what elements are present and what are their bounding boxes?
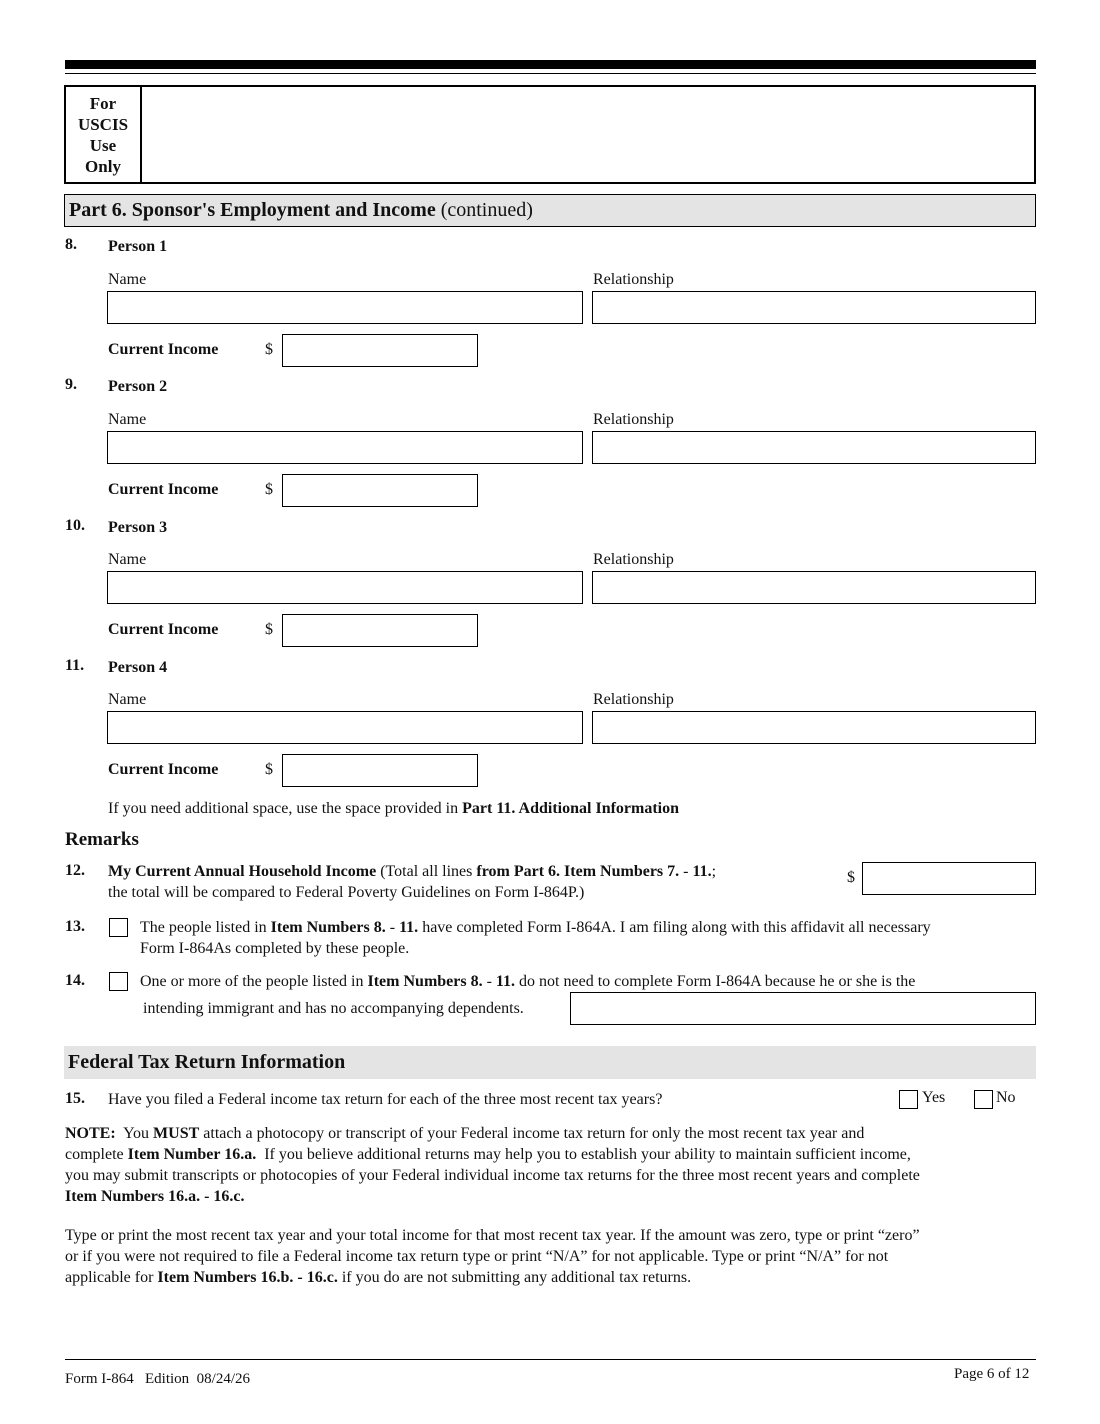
current-income-label: Current Income — [108, 341, 219, 358]
item13-line2: Form I-864As completed by these people. — [140, 940, 410, 957]
no-label: No — [996, 1089, 1016, 1106]
instructions-line: if you do are not submitting any additional tax returns. — [337, 1269, 692, 1286]
person4-relationship-field[interactable] — [592, 711, 1036, 744]
uscis-use-only-box — [64, 85, 1036, 184]
dollar-sign: $ — [265, 341, 273, 358]
person2-name-field[interactable] — [107, 431, 583, 464]
current-income-label: Current Income — [108, 621, 219, 638]
item14-checkbox[interactable] — [109, 972, 128, 991]
relationship-label: Relationship — [593, 551, 674, 568]
person1-income-field[interactable] — [282, 334, 478, 367]
item12-text3: ; — [711, 863, 717, 880]
federal-tax-section-header: Federal Tax Return Information — [64, 1046, 1036, 1079]
item-number: 15. — [65, 1090, 85, 1107]
yes-label: Yes — [922, 1089, 946, 1106]
person3-relationship-field[interactable] — [592, 571, 1036, 604]
item13-text — [140, 917, 1040, 959]
name-label: Name — [108, 271, 147, 288]
item13-ref2: 11. — [399, 919, 419, 936]
note-text: You — [115, 1125, 154, 1142]
note-paragraph — [65, 1123, 1040, 1207]
current-income-label: Current Income — [108, 481, 219, 498]
uscis-label-line: USCIS — [77, 114, 129, 134]
item-number: 9. — [65, 376, 77, 393]
person2-income-field[interactable] — [282, 474, 478, 507]
relationship-label: Relationship — [593, 411, 674, 428]
item13-checkbox[interactable] — [109, 918, 128, 937]
note-item-ref: Item Number 16.a. — [127, 1146, 257, 1163]
person2-relationship-field[interactable] — [592, 431, 1036, 464]
additional-space-part-ref: Part 11. Additional Information — [462, 800, 680, 817]
item15-no-checkbox[interactable] — [974, 1090, 993, 1109]
note-text: complete — [65, 1146, 128, 1163]
item13-text3: have completed Form I-864A. I am filing along with this affidavit all necessary — [418, 919, 931, 936]
item12-text — [108, 861, 838, 903]
item-number: 10. — [65, 517, 85, 534]
additional-space-note — [108, 798, 679, 819]
person-title: Person 3 — [108, 519, 168, 536]
top-thin-rule — [65, 73, 1036, 74]
household-income-field[interactable] — [862, 862, 1036, 895]
top-thick-rule — [65, 60, 1036, 69]
item14-text3: do not need to complete Form I-864A because he or she is the — [515, 973, 916, 990]
uscis-label-line: For — [89, 93, 117, 113]
item-number: 8. — [65, 236, 77, 253]
item-number: 11. — [65, 657, 85, 674]
uscis-use-only-label — [66, 87, 142, 182]
relationship-label: Relationship — [593, 271, 674, 288]
item12-ref1: from Part 6. Item Numbers 7. — [476, 863, 680, 880]
item14-ref2: 11. — [495, 973, 516, 990]
item13-text2: - — [385, 919, 400, 936]
person1-name-field[interactable] — [107, 291, 583, 324]
person4-income-field[interactable] — [282, 754, 478, 787]
item-number: 12. — [65, 862, 85, 879]
person1-relationship-field[interactable] — [592, 291, 1036, 324]
instructions-paragraph — [65, 1225, 1040, 1288]
name-label: Name — [108, 411, 147, 428]
item12-ref2: 11. — [692, 863, 712, 880]
item14-line2: intending immigrant and has no accompanying dependents. — [143, 1000, 524, 1017]
instructions-line: applicable for — [65, 1269, 158, 1286]
item-number: 13. — [65, 918, 85, 935]
footer-rule — [65, 1359, 1036, 1360]
instructions-item-ref: Item Numbers 16.b. - 16.c. — [157, 1269, 338, 1286]
uscis-label-line: Only — [85, 156, 121, 176]
note-text: you may submit transcripts or photocopies of your Federal individual income tax returns for the three most recent years and complete — [65, 1167, 920, 1184]
item-number: 14. — [65, 972, 85, 989]
name-label: Name — [108, 551, 147, 568]
item14-text — [140, 971, 1040, 992]
note-text: attach a photocopy or transcript of your Federal income tax return for only the most recent tax year and — [199, 1125, 865, 1142]
item14-text2: - — [482, 973, 496, 990]
item12-line2: the total will be compared to Federal Poverty Guidelines on Form I-864P.) — [108, 884, 585, 901]
person4-name-field[interactable] — [107, 711, 583, 744]
remarks-heading: Remarks — [65, 829, 139, 850]
part6-section-header — [64, 194, 1036, 227]
uscis-label-line: Use — [89, 135, 117, 155]
item13-text1: The people listed in — [140, 919, 271, 936]
instructions-line: Type or print the most recent tax year and your total income for that most recent tax year. If the amount was zero, type or print “zero” — [65, 1227, 920, 1244]
additional-space-text: If you need additional space, use the space provided in — [108, 800, 463, 817]
current-income-label: Current Income — [108, 761, 219, 778]
item15-yes-checkbox[interactable] — [899, 1090, 918, 1109]
note-item-ref: Item Numbers 16.a. - 16.c. — [65, 1188, 245, 1205]
instructions-line: or if you were not required to file a Federal income tax return type or print “N/A” for not applicable. Type or print “N/A” for not — [65, 1248, 889, 1265]
person3-income-field[interactable] — [282, 614, 478, 647]
dollar-sign: $ — [265, 621, 273, 638]
item15-question: Have you filed a Federal income tax return for each of the three most recent tax years? — [108, 1091, 663, 1108]
item13-ref1: Item Numbers 8. — [270, 919, 386, 936]
part6-continued: (continued) — [440, 199, 533, 221]
relationship-label: Relationship — [593, 691, 674, 708]
person3-name-field[interactable] — [107, 571, 583, 604]
part6-title: Part 6. Sponsor's Employment and Income — [69, 199, 436, 221]
page-number: Page 6 of 12 — [954, 1366, 1030, 1382]
name-label: Name — [108, 691, 147, 708]
note-label: NOTE: — [65, 1125, 116, 1142]
item12-title: My Current Annual Household Income — [108, 863, 377, 880]
item12-text1: (Total all lines — [376, 863, 477, 880]
item14-text1: One or more of the people listed in — [140, 973, 368, 990]
item12-text2: - — [679, 863, 693, 880]
dollar-sign: $ — [847, 869, 855, 886]
note-must: MUST — [153, 1125, 200, 1142]
item14-persons-field[interactable] — [570, 992, 1036, 1025]
dollar-sign: $ — [265, 481, 273, 498]
item14-ref1: Item Numbers 8. — [367, 973, 483, 990]
person-title: Person 4 — [108, 659, 168, 676]
form-edition: Form I-864 Edition 08/24/26 — [65, 1371, 250, 1387]
dollar-sign: $ — [265, 761, 273, 778]
person-title: Person 1 — [108, 238, 168, 255]
note-text: If you believe additional returns may help you to establish your ability to maintain sufficient income, — [256, 1146, 911, 1163]
person-title: Person 2 — [108, 378, 168, 395]
